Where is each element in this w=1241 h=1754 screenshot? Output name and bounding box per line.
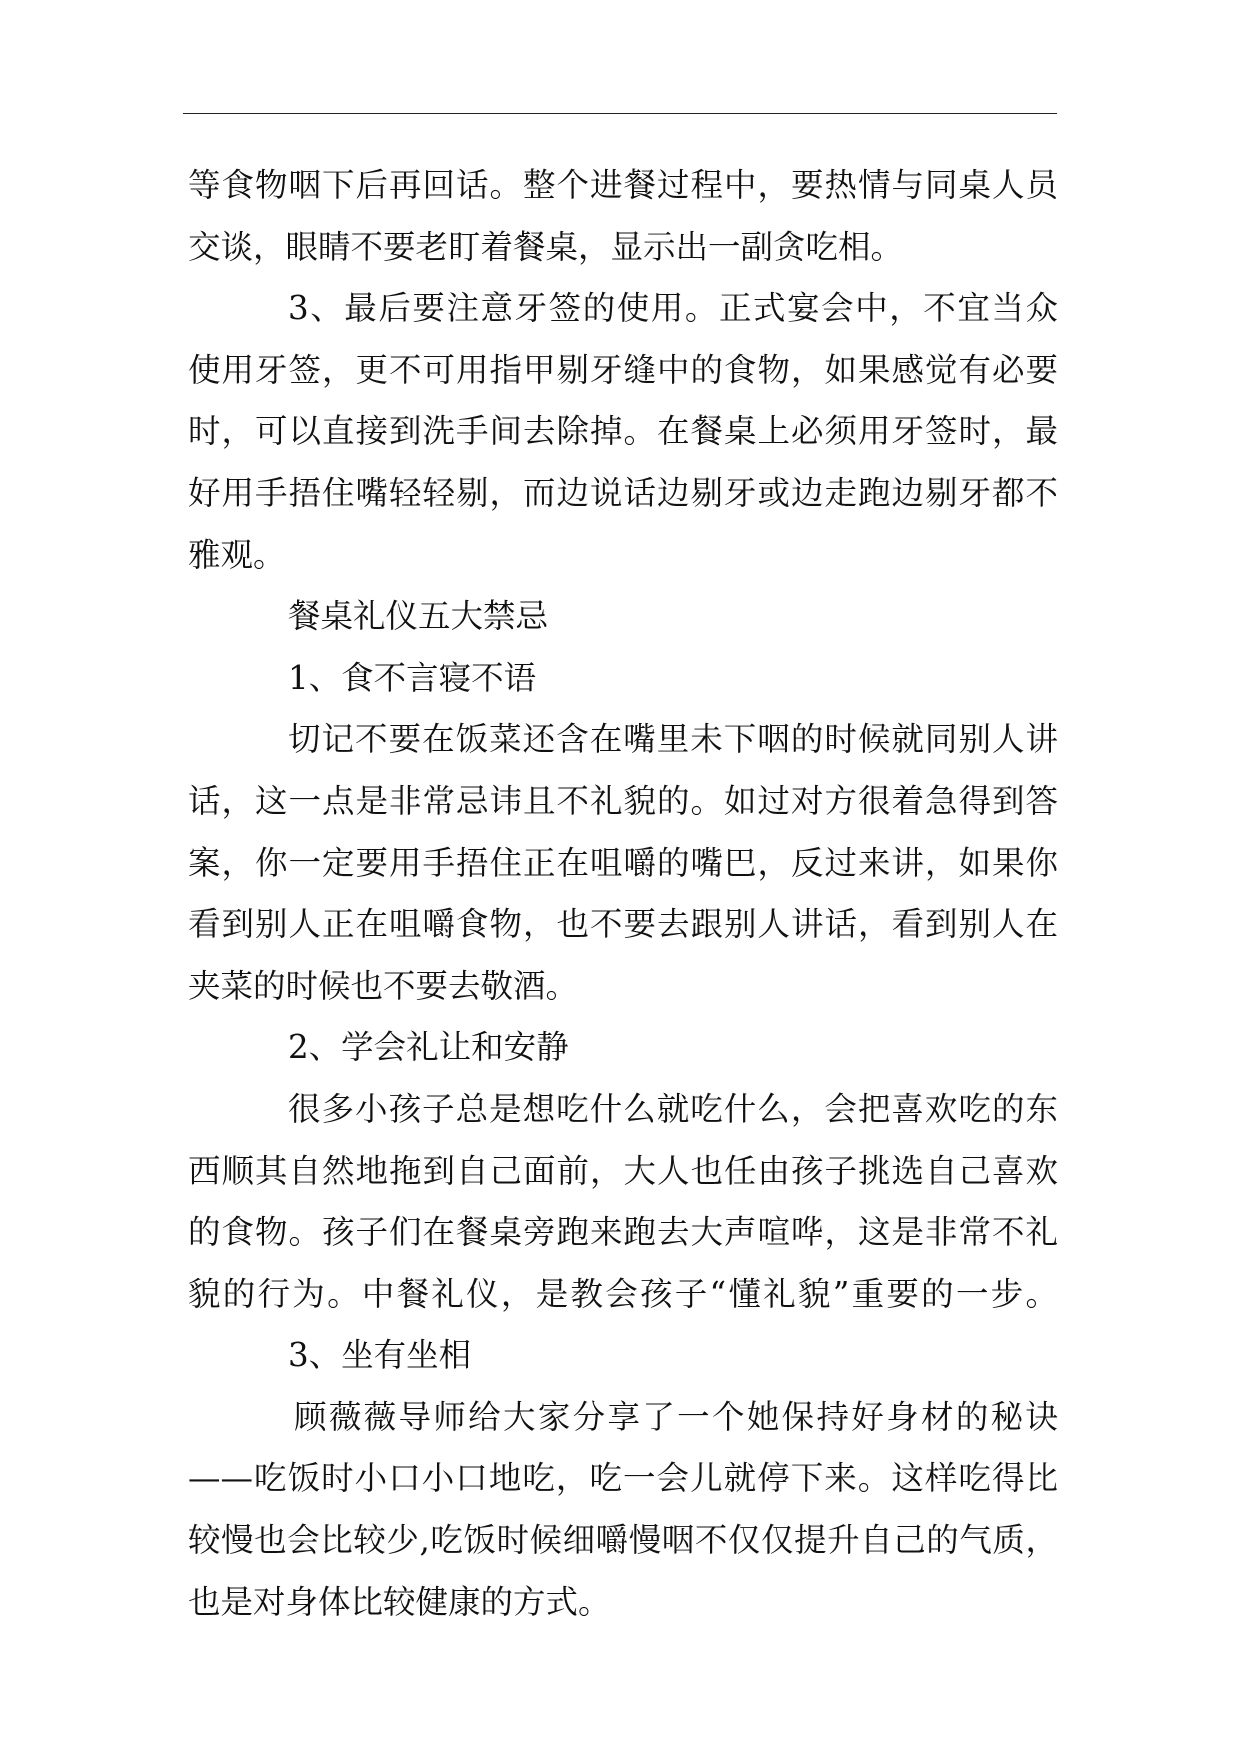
subsection-heading: 1、食不言寝不语 xyxy=(288,658,537,697)
text-line: 案，你一定要用手捂住正在咀嚼的嘴巴，反过来讲，如果你 xyxy=(188,843,1058,882)
section-heading: 餐桌礼仪五大禁忌 xyxy=(288,597,549,636)
text-line: 的食物。孩子们在餐桌旁跑来跑去大声喧哗，这是非常不礼 xyxy=(188,1213,1058,1252)
text-line: 切记不要在饭菜还含在嘴里未下咽的时候就同别人讲 xyxy=(288,720,1058,759)
text-line: 较慢也会比较少,吃饭时候细嚼慢咽不仅仅提升自己的气质， xyxy=(188,1521,1058,1560)
document-body xyxy=(188,155,1058,1633)
text-line: 交谈，眼睛不要老盯着餐桌，显示出一副贪吃相。 xyxy=(188,227,904,266)
text-line: 西顺其自然地拖到自己面前，大人也任由孩子挑选自己喜欢 xyxy=(188,1151,1058,1190)
text-line: 夹菜的时候也不要去敬酒。 xyxy=(188,966,579,1005)
text-line: 顾薇薇导师给大家分享了一个她保持好身材的秘诀 xyxy=(294,1397,1058,1436)
text-line: 3、最后要注意牙签的使用。正式宴会中，不宜当众 xyxy=(288,289,1058,328)
text-line: 也是对身体比较健康的方式。 xyxy=(188,1582,611,1621)
text-line: 很多小孩子总是想吃什么就吃什么，会把喜欢吃的东 xyxy=(288,1089,1058,1128)
text-line: 等食物咽下后再回话。整个进餐过程中，要热情与同桌人员 xyxy=(188,166,1058,204)
text-line: 时，可以直接到洗手间去除掉。在餐桌上必须用牙签时，最 xyxy=(188,412,1058,451)
text-line: ——吃饭时小口小口地吃，吃一会儿就停下来。这样吃得比 xyxy=(188,1459,1058,1498)
header-rule xyxy=(183,113,1057,114)
text-line: 看到别人正在咀嚼食物，也不要去跟别人讲话，看到别人在 xyxy=(188,905,1058,944)
subsection-heading: 2、学会礼让和安静 xyxy=(288,1028,569,1067)
subsection-heading: 3、坐有坐相 xyxy=(288,1336,472,1375)
text-line: 好用手捂住嘴轻轻剔，而边说话边剔牙或边走跑边剔牙都不 xyxy=(188,473,1058,512)
text-line: 雅观。 xyxy=(188,535,286,574)
text-line: 貌的行为。中餐礼仪，是教会孩子“懂礼貌”重要的一步。 xyxy=(188,1274,1058,1313)
text-line: 使用牙签，更不可用指甲剔牙缝中的食物，如果感觉有必要 xyxy=(188,350,1058,389)
text-line: 话，这一点是非常忌讳且不礼貌的。如过对方很着急得到答 xyxy=(188,781,1058,820)
